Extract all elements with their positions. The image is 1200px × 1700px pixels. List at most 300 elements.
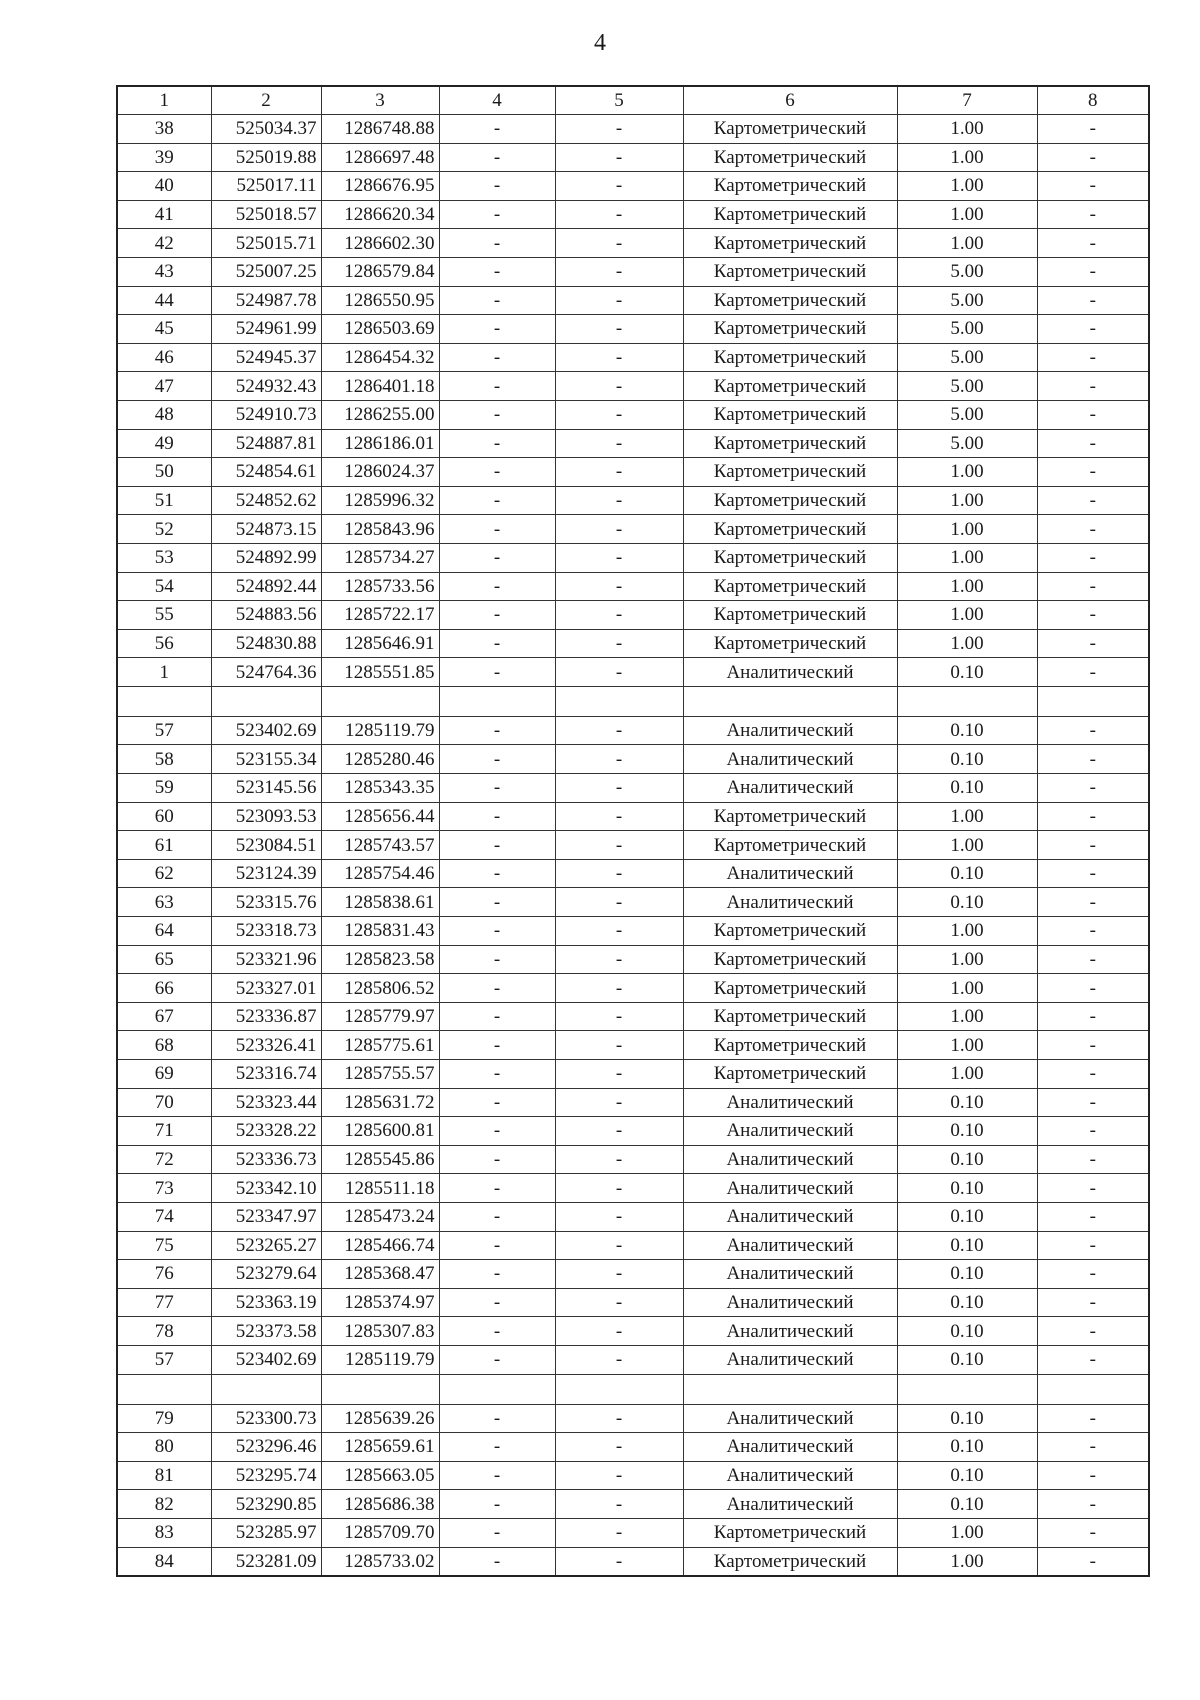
table-cell: Аналитический [683, 774, 897, 803]
table-cell: - [1037, 1317, 1149, 1346]
table-cell: 0.10 [897, 1260, 1037, 1289]
table-cell: 524852.62 [211, 486, 321, 515]
table-cell: Картометрический [683, 543, 897, 572]
table-cell: 1.00 [897, 229, 1037, 258]
table-cell: - [555, 601, 683, 630]
table-row [117, 486, 1149, 515]
table-cell: 1.00 [897, 974, 1037, 1003]
table-row [117, 1345, 1149, 1374]
table-cell: - [555, 1288, 683, 1317]
table-cell: 524830.88 [211, 629, 321, 658]
table-cell: 0.10 [897, 716, 1037, 745]
table-cell: 1285734.27 [321, 543, 439, 572]
column-header: 6 [683, 86, 897, 115]
table-cell: - [555, 115, 683, 144]
table-cell: - [439, 1288, 555, 1317]
table-cell: 1285343.35 [321, 774, 439, 803]
table-cell: 1285466.74 [321, 1231, 439, 1260]
table-cell: - [439, 745, 555, 774]
table-cell: 61 [117, 831, 211, 860]
table-cell: - [1037, 1260, 1149, 1289]
table-cell: 524961.99 [211, 315, 321, 344]
table-cell: 54 [117, 572, 211, 601]
table-cell: 1.00 [897, 1002, 1037, 1031]
table-cell: 0.10 [897, 859, 1037, 888]
empty-cell [321, 686, 439, 716]
table-cell: 1.00 [897, 831, 1037, 860]
coordinates-table [116, 85, 1150, 1577]
table-row [117, 629, 1149, 658]
table-cell: 0.10 [897, 1433, 1037, 1462]
column-header: 7 [897, 86, 1037, 115]
table-cell: 39 [117, 143, 211, 172]
table-cell: Аналитический [683, 1461, 897, 1490]
table-cell: 1286454.32 [321, 343, 439, 372]
table-cell: 523315.76 [211, 888, 321, 917]
table-row [117, 1202, 1149, 1231]
table-cell: 57 [117, 1345, 211, 1374]
table-cell: - [439, 1202, 555, 1231]
table-cell: - [1037, 974, 1149, 1003]
table-cell: 44 [117, 286, 211, 315]
table-cell: Аналитический [683, 658, 897, 687]
table-cell: 1285743.57 [321, 831, 439, 860]
table-cell: - [555, 1145, 683, 1174]
table-cell: - [1037, 859, 1149, 888]
table-cell: 76 [117, 1260, 211, 1289]
table-cell: - [555, 257, 683, 286]
table-cell: - [555, 543, 683, 572]
table-cell: 0.10 [897, 774, 1037, 803]
table-cell: 523328.22 [211, 1117, 321, 1146]
table-cell: 63 [117, 888, 211, 917]
empty-cell [117, 1374, 211, 1404]
table-cell: 5.00 [897, 315, 1037, 344]
table-cell: 524854.61 [211, 458, 321, 487]
table-cell: 1.00 [897, 458, 1037, 487]
table-cell: - [439, 1518, 555, 1547]
table-cell: 0.10 [897, 1145, 1037, 1174]
table-cell: - [555, 400, 683, 429]
table-cell: Картометрический [683, 400, 897, 429]
table-cell: 5.00 [897, 343, 1037, 372]
table-cell: - [439, 115, 555, 144]
table-cell: 523318.73 [211, 917, 321, 946]
table-cell: 1285722.17 [321, 601, 439, 630]
table-cell: 0.10 [897, 1088, 1037, 1117]
table-cell: - [439, 1461, 555, 1490]
column-header: 3 [321, 86, 439, 115]
table-row [117, 1490, 1149, 1519]
table-cell: 0.10 [897, 1490, 1037, 1519]
table-cell: 1285646.91 [321, 629, 439, 658]
table-cell: 523285.97 [211, 1518, 321, 1547]
table-cell: 523321.96 [211, 945, 321, 974]
table-cell: Аналитический [683, 1260, 897, 1289]
table-cell: Аналитический [683, 888, 897, 917]
table-cell: 1285831.43 [321, 917, 439, 946]
table-cell: 59 [117, 774, 211, 803]
table-cell: Картометрический [683, 831, 897, 860]
table-cell: 1285686.38 [321, 1490, 439, 1519]
table-cell: - [1037, 572, 1149, 601]
table-cell: 1285779.97 [321, 1002, 439, 1031]
table-cell: 1.00 [897, 917, 1037, 946]
table-cell: 1.00 [897, 143, 1037, 172]
table-cell: - [439, 629, 555, 658]
header-row [117, 86, 1149, 115]
table-cell: 523326.41 [211, 1031, 321, 1060]
empty-cell [439, 1374, 555, 1404]
table-cell: Картометрический [683, 458, 897, 487]
table-cell: - [555, 859, 683, 888]
table-cell: 0.10 [897, 1174, 1037, 1203]
table-cell: 82 [117, 1490, 211, 1519]
table-cell: 1.00 [897, 200, 1037, 229]
table-cell: - [555, 1174, 683, 1203]
table-cell: 1285119.79 [321, 716, 439, 745]
table-cell: 1286676.95 [321, 172, 439, 201]
table-cell: - [1037, 1231, 1149, 1260]
table-cell: 1.00 [897, 172, 1037, 201]
table-cell: 46 [117, 343, 211, 372]
table-cell: - [439, 1174, 555, 1203]
table-cell: 1286620.34 [321, 200, 439, 229]
table-cell: 43 [117, 257, 211, 286]
table-cell: - [439, 200, 555, 229]
table-cell: - [555, 1345, 683, 1374]
table-cell: - [1037, 143, 1149, 172]
table-row [117, 115, 1149, 144]
table-cell: 1286602.30 [321, 229, 439, 258]
column-header: 8 [1037, 86, 1149, 115]
table-cell: 42 [117, 229, 211, 258]
table-cell: 1285551.85 [321, 658, 439, 687]
table-cell: 1286186.01 [321, 429, 439, 458]
table-cell: - [1037, 458, 1149, 487]
table-cell: 523323.44 [211, 1088, 321, 1117]
table-cell: 66 [117, 974, 211, 1003]
table-cell: 49 [117, 429, 211, 458]
table-cell: 1.00 [897, 1060, 1037, 1089]
table-cell: - [555, 945, 683, 974]
table-row [117, 1060, 1149, 1089]
table-cell: - [439, 802, 555, 831]
column-header: 5 [555, 86, 683, 115]
table-cell: - [1037, 1461, 1149, 1490]
table-cell: 1285806.52 [321, 974, 439, 1003]
table-cell: 523402.69 [211, 1345, 321, 1374]
table-row [117, 1288, 1149, 1317]
table-cell: - [439, 1145, 555, 1174]
table-cell: - [555, 1060, 683, 1089]
table-cell: - [1037, 400, 1149, 429]
table-cell: - [1037, 658, 1149, 687]
table-cell: Картометрический [683, 315, 897, 344]
table-cell: - [555, 716, 683, 745]
table-row [117, 543, 1149, 572]
table-cell: 523296.46 [211, 1433, 321, 1462]
table-cell: Картометрический [683, 1060, 897, 1089]
table-cell: 523265.27 [211, 1231, 321, 1260]
table-cell: 0.10 [897, 1461, 1037, 1490]
table-cell: - [1037, 1088, 1149, 1117]
table-row [117, 888, 1149, 917]
table-row [117, 745, 1149, 774]
table-cell: 0.10 [897, 1288, 1037, 1317]
table-cell: - [555, 1117, 683, 1146]
table-cell: 1285838.61 [321, 888, 439, 917]
table-cell: 524892.99 [211, 543, 321, 572]
table-cell: 1285307.83 [321, 1317, 439, 1346]
table-cell: - [555, 1088, 683, 1117]
table-cell: 55 [117, 601, 211, 630]
table-row [117, 1145, 1149, 1174]
table-cell: 79 [117, 1404, 211, 1433]
table-cell: - [439, 458, 555, 487]
table-row [117, 1518, 1149, 1547]
table-cell: 64 [117, 917, 211, 946]
table-cell: 1.00 [897, 629, 1037, 658]
table-cell: - [555, 286, 683, 315]
table-row [117, 315, 1149, 344]
table-row [117, 917, 1149, 946]
table-cell: 523155.34 [211, 745, 321, 774]
table-cell: 1285374.97 [321, 1288, 439, 1317]
table-cell: - [555, 1031, 683, 1060]
table-cell: 524887.81 [211, 429, 321, 458]
table-cell: 524883.56 [211, 601, 321, 630]
table-cell: Картометрический [683, 486, 897, 515]
table-row [117, 229, 1149, 258]
table-cell: 1286503.69 [321, 315, 439, 344]
table-row [117, 286, 1149, 315]
table-cell: 523363.19 [211, 1288, 321, 1317]
table-cell: - [439, 286, 555, 315]
table-cell: - [555, 1433, 683, 1462]
table-cell: - [439, 315, 555, 344]
table-cell: - [439, 515, 555, 544]
table-cell: Аналитический [683, 1174, 897, 1203]
table-cell: - [1037, 1174, 1149, 1203]
table-cell: - [1037, 917, 1149, 946]
table-cell: 524987.78 [211, 286, 321, 315]
table-cell: 523093.53 [211, 802, 321, 831]
table-cell: 77 [117, 1288, 211, 1317]
table-cell: - [555, 1404, 683, 1433]
table-cell: 83 [117, 1518, 211, 1547]
table-cell: - [439, 172, 555, 201]
table-cell: - [1037, 229, 1149, 258]
table-cell: - [555, 658, 683, 687]
table-cell: Картометрический [683, 945, 897, 974]
table-cell: Картометрический [683, 343, 897, 372]
separator-row [117, 1374, 1149, 1404]
table-cell: 0.10 [897, 1404, 1037, 1433]
table-cell: - [439, 400, 555, 429]
table-cell: 1285843.96 [321, 515, 439, 544]
table-cell: - [439, 601, 555, 630]
table-cell: 1 [117, 658, 211, 687]
table-cell: 48 [117, 400, 211, 429]
table-cell: 58 [117, 745, 211, 774]
table-cell: - [555, 974, 683, 1003]
table-cell: - [439, 372, 555, 401]
page-number: 4 [594, 30, 606, 56]
table-row [117, 1002, 1149, 1031]
table-cell: 1286255.00 [321, 400, 439, 429]
table-cell: Картометрический [683, 372, 897, 401]
table-cell: 1285775.61 [321, 1031, 439, 1060]
table-cell: 69 [117, 1060, 211, 1089]
table-cell: 1285733.02 [321, 1547, 439, 1576]
table-cell: 0.10 [897, 1345, 1037, 1374]
table-cell: 1.00 [897, 486, 1037, 515]
table-cell: - [555, 1002, 683, 1031]
table-cell: Картометрический [683, 1002, 897, 1031]
table-cell: 1285754.46 [321, 859, 439, 888]
table-cell: 1285639.26 [321, 1404, 439, 1433]
table-cell: 1285473.24 [321, 1202, 439, 1231]
table-cell: 78 [117, 1317, 211, 1346]
table-cell: 65 [117, 945, 211, 974]
table-cell: 60 [117, 802, 211, 831]
table-cell: - [1037, 1547, 1149, 1576]
table-cell: 1285545.86 [321, 1145, 439, 1174]
table-cell: - [1037, 429, 1149, 458]
table-cell: - [555, 888, 683, 917]
table-cell: 1285733.56 [321, 572, 439, 601]
table-header [117, 86, 1149, 115]
empty-cell [439, 686, 555, 716]
table-cell: 0.10 [897, 888, 1037, 917]
table-cell: - [1037, 774, 1149, 803]
table-row [117, 372, 1149, 401]
table-cell: 1286748.88 [321, 115, 439, 144]
table-cell: - [1037, 172, 1149, 201]
empty-cell [555, 1374, 683, 1404]
table-cell: - [1037, 1117, 1149, 1146]
table-cell: Аналитический [683, 859, 897, 888]
empty-cell [897, 686, 1037, 716]
table-cell: Картометрический [683, 257, 897, 286]
table-cell: Аналитический [683, 1433, 897, 1462]
table-cell: 525015.71 [211, 229, 321, 258]
table-cell: - [555, 1490, 683, 1519]
table-cell: 1285663.05 [321, 1461, 439, 1490]
table-row [117, 257, 1149, 286]
table-cell: - [439, 859, 555, 888]
table-cell: - [555, 143, 683, 172]
table-row [117, 1461, 1149, 1490]
table-cell: 72 [117, 1145, 211, 1174]
table-cell: 81 [117, 1461, 211, 1490]
table-cell: - [1037, 945, 1149, 974]
empty-cell [1037, 686, 1149, 716]
table-cell: 0.10 [897, 1202, 1037, 1231]
table-row [117, 716, 1149, 745]
table-row [117, 1547, 1149, 1576]
table-cell: - [555, 229, 683, 258]
table-cell: - [1037, 1345, 1149, 1374]
table-cell: - [555, 745, 683, 774]
table-row [117, 658, 1149, 687]
table-cell: 1285280.46 [321, 745, 439, 774]
table-cell: 50 [117, 458, 211, 487]
table-cell: 5.00 [897, 372, 1037, 401]
table-cell: - [439, 429, 555, 458]
empty-cell [117, 686, 211, 716]
table-cell: - [1037, 1404, 1149, 1433]
column-header: 1 [117, 86, 211, 115]
table-cell: 70 [117, 1088, 211, 1117]
table-cell: 525018.57 [211, 200, 321, 229]
table-row [117, 458, 1149, 487]
table-cell: 524932.43 [211, 372, 321, 401]
table-cell: - [439, 143, 555, 172]
empty-cell [321, 1374, 439, 1404]
table-row [117, 1433, 1149, 1462]
table-cell: Картометрический [683, 200, 897, 229]
table-cell: Аналитический [683, 1317, 897, 1346]
table-row [117, 1088, 1149, 1117]
table-cell: - [439, 917, 555, 946]
table-cell: Картометрический [683, 1518, 897, 1547]
table-cell: - [555, 802, 683, 831]
table-cell: 57 [117, 716, 211, 745]
table-cell: - [555, 372, 683, 401]
column-header: 2 [211, 86, 321, 115]
table-cell: - [555, 1231, 683, 1260]
table-cell: - [439, 1547, 555, 1576]
table-cell: - [555, 315, 683, 344]
table-row [117, 1404, 1149, 1433]
table-cell: - [1037, 257, 1149, 286]
table-cell: 1285823.58 [321, 945, 439, 974]
table-cell: 523336.73 [211, 1145, 321, 1174]
table-cell: - [555, 486, 683, 515]
table-cell: - [439, 974, 555, 1003]
table-cell: - [555, 343, 683, 372]
table-cell: - [555, 572, 683, 601]
table-cell: 0.10 [897, 745, 1037, 774]
table-cell: - [1037, 629, 1149, 658]
table-cell: 1285368.47 [321, 1260, 439, 1289]
empty-cell [1037, 1374, 1149, 1404]
table-cell: - [439, 1433, 555, 1462]
table-cell: 523347.97 [211, 1202, 321, 1231]
table-cell: 1285119.79 [321, 1345, 439, 1374]
table-cell: - [1037, 601, 1149, 630]
table-row [117, 1031, 1149, 1060]
table-cell: 1285656.44 [321, 802, 439, 831]
table-cell: - [439, 1117, 555, 1146]
table-cell: Картометрический [683, 229, 897, 258]
table-cell: 523300.73 [211, 1404, 321, 1433]
table-row [117, 1174, 1149, 1203]
table-row [117, 429, 1149, 458]
empty-cell [211, 1374, 321, 1404]
table-cell: - [1037, 115, 1149, 144]
table-cell: 1.00 [897, 1518, 1037, 1547]
table-cell: Аналитический [683, 745, 897, 774]
table-cell: Картометрический [683, 429, 897, 458]
table-cell: - [555, 1260, 683, 1289]
table-cell: 1285709.70 [321, 1518, 439, 1547]
table-cell: 524945.37 [211, 343, 321, 372]
empty-cell [211, 686, 321, 716]
table-cell: 524764.36 [211, 658, 321, 687]
